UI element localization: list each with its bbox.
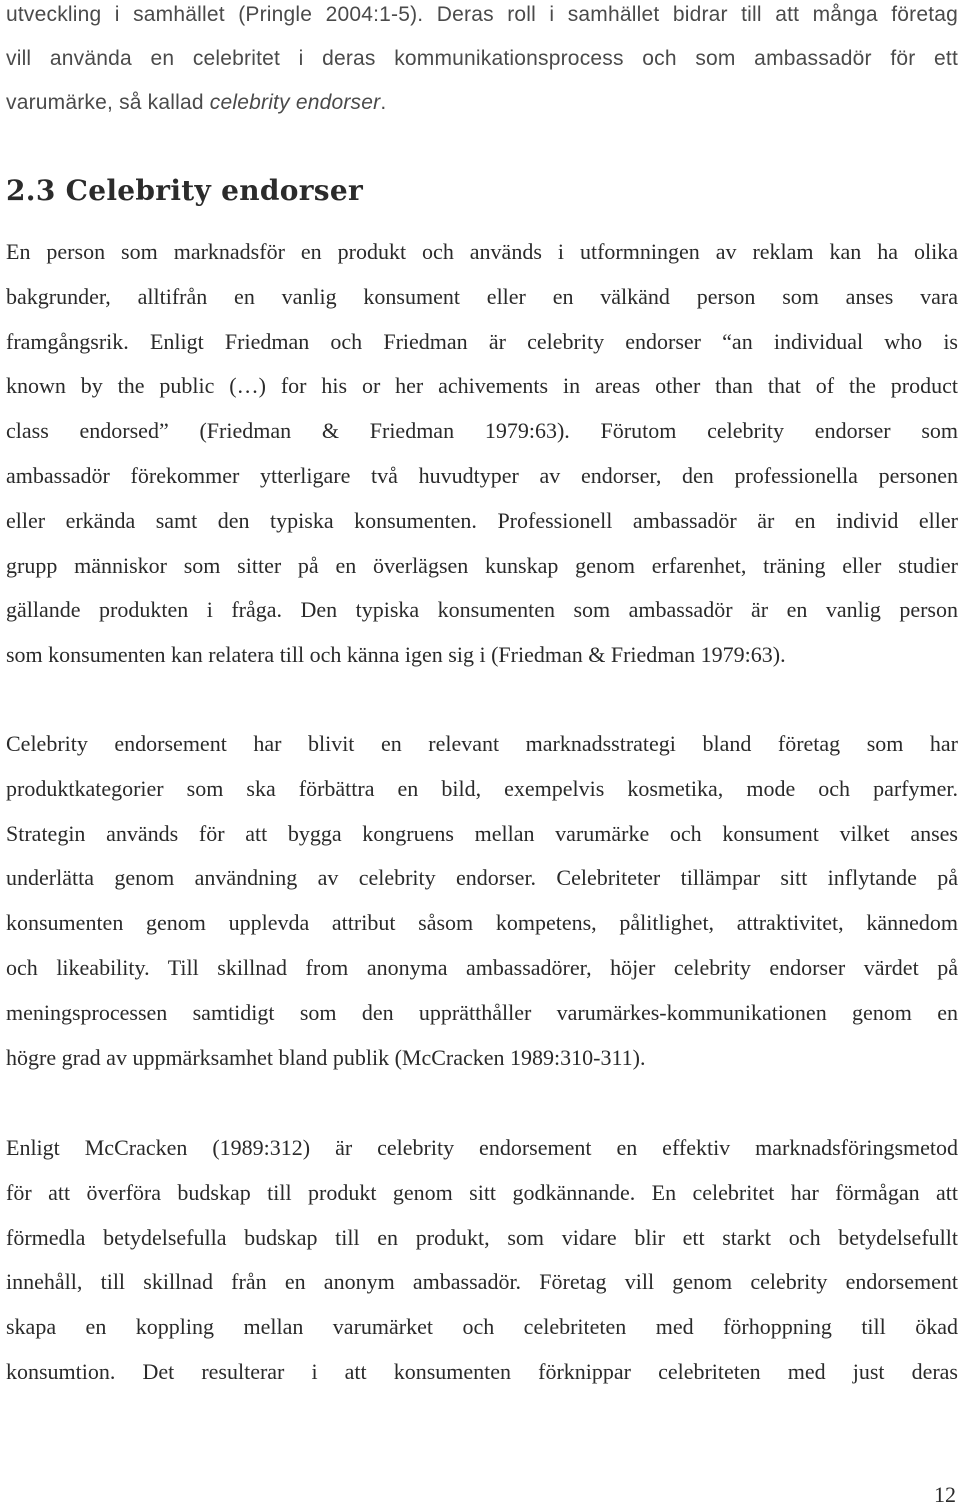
paragraph-2-line: meningsprocessen samtidigt som den upprätthåller varumärkes-kommunikationen genom en	[6, 999, 958, 1025]
page-number: 12	[934, 1482, 956, 1507]
paragraph-1	[6, 230, 958, 678]
paragraph-3-line: konsumtion. Det resulterar i att konsumenten förknippar celebriteten med just deras	[6, 1358, 958, 1384]
paragraph-1-line: som konsumenten kan relatera till och känna igen sig i (Friedman & Friedman 1979:63).	[6, 642, 786, 668]
paragraph-1-line: known by the public (…) for his or her achivements in areas other than that of the product	[6, 373, 958, 399]
paragraph-3-line: skapa en koppling mellan varumärket och celebriteten med förhoppning till ökad	[6, 1314, 958, 1340]
section-heading: 2.3 Celebrity endorser	[6, 174, 364, 207]
paragraph-1-line: ambassadör förekommer ytterligare två huvudtyper av endorser, den professionella personen	[6, 462, 958, 488]
paragraph-2-line: och likeability. Till skillnad from anonyma ambassadörer, höjer celebrity endorser värdet på	[6, 954, 958, 980]
intro-line-3-text: varumärke, så kallad	[6, 91, 210, 114]
paragraph-3-line: Enligt McCracken (1989:312) är celebrity endorsement en effektiv marknadsföringsmetod	[6, 1135, 958, 1160]
intro-line-3-suffix: .	[380, 91, 387, 114]
intro-line-1: utveckling i samhället (Pringle 2004:1-5). Deras roll i samhället bidrar till att många företag	[6, 3, 958, 26]
intro-line-2: vill använda en celebritet i deras kommunikationsprocess och som ambassadör för ett	[6, 47, 958, 70]
paragraph-3-line: förmedla betydelsefulla budskap till en produkt, som vidare blir ett starkt och betydelsefullt	[6, 1224, 958, 1250]
paragraph-1-line: grupp människor som sitter på en överlägsen kunskap genom erfarenhet, träning eller studier	[6, 552, 958, 578]
paragraph-2-line: underlätta genom användning av celebrity endorser. Celebriteter tillämpar sitt inflytande på	[6, 865, 958, 891]
paragraph-1-line: bakgrunder, alltifrån en vanlig konsument eller en välkänd person som anses vara	[6, 283, 958, 309]
paragraph-1-line: class endorsed” (Friedman & Friedman 1979:63). Förutom celebrity endorser som	[6, 418, 958, 444]
paragraph-2-line: Celebrity endorsement har blivit en relevant marknadsstrategi bland företag som har	[6, 731, 958, 756]
paragraph-1-line: En person som marknadsför en produkt och används i utformningen av reklam kan ha olika	[6, 239, 958, 264]
paragraph-2-line: produktkategorier som ska förbättra en bild, exempelvis kosmetika, mode och parfymer.	[6, 775, 958, 801]
paragraph-2-line: högre grad av uppmärksamhet bland publik (McCracken 1989:310-311).	[6, 1044, 646, 1070]
paragraph-1-line: framgångsrik. Enligt Friedman och Friedman är celebrity endorser “an individual who is	[6, 328, 958, 354]
paragraph-1-line: eller erkända samt den typiska konsumenten. Professionell ambassadör är en individ eller	[6, 507, 958, 533]
paragraph-2-line: konsumenten genom upplevda attribut såsom kompetens, pålitlighet, attraktivitet, kännedom	[6, 910, 958, 936]
paragraph-3	[6, 1126, 958, 1395]
intro-line-3	[6, 88, 958, 132]
paragraph-3-line: innehåll, till skillnad från en anonym ambassadör. Företag vill genom celebrity endorsement	[6, 1269, 958, 1295]
paragraph-2	[6, 722, 958, 1080]
paragraph-3-line: för att överföra budskap till produkt genom sitt godkännande. En celebritet har förmågan att	[6, 1179, 958, 1205]
italic-term: celebrity endorser	[209, 91, 381, 114]
paragraph-1-line: gällande produkten i fråga. Den typiska konsumenten som ambassadör är en vanlig person	[6, 597, 958, 623]
paragraph-2-line: Strategin används för att bygga kongruens mellan varumärke och konsument vilket anses	[6, 820, 958, 846]
intro-paragraph	[6, 0, 958, 132]
